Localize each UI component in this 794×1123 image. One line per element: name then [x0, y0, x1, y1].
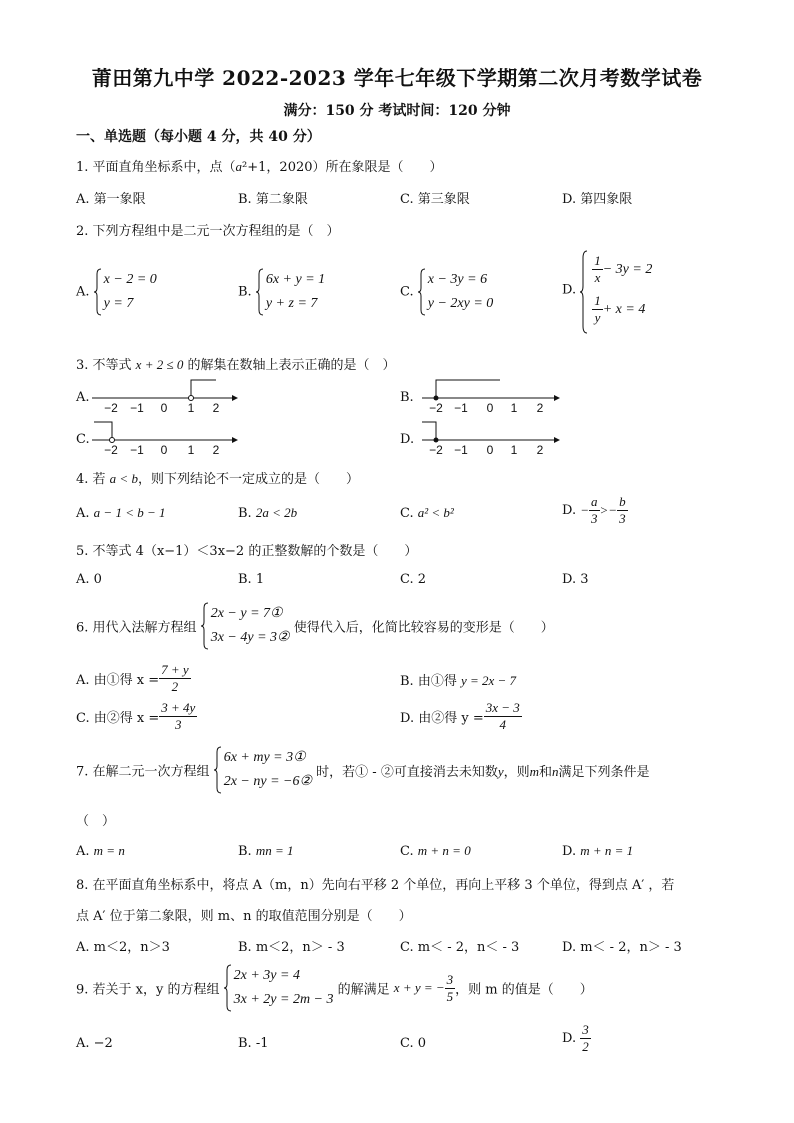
q8-option-b[interactable]: B. m＜2，n＞ - 3	[238, 940, 345, 955]
question-4-stem: 4. 若 a < b，则下列结论不一定成立的是（ ）	[76, 471, 359, 487]
tick-label: −1	[130, 443, 144, 457]
q9-option-a[interactable]: A. −2	[76, 1036, 113, 1051]
equation-system: 6x + my = 3① 2x − ny = −6②	[214, 746, 312, 794]
q5-option-c[interactable]: C. 2	[400, 572, 427, 587]
q8-option-a[interactable]: A. m＜2，n＞3	[76, 940, 170, 955]
equation-system: x − 2 = 0 y = 7	[94, 268, 157, 316]
tick-label: 1	[510, 401, 518, 415]
question-8-stem-line1: 8. 在平面直角坐标系中，将点 A（m，n）先向右平移 2 个单位，再向上平移 3 个单位，得到点 A′ ，若	[76, 878, 675, 893]
q1-option-d[interactable]: D. 第四象限	[562, 192, 633, 207]
tick-label: 0	[160, 401, 168, 415]
exam-subtitle: 满分：150 分 考试时间：120 分钟	[283, 103, 511, 119]
section-heading: 一、单选题（每小题 4 分，共 40 分）	[76, 129, 321, 145]
q6-option-c[interactable]: C. 由②得 x = $\frac{3 + 4y}{3}$	[76, 700, 196, 732]
fraction: $\frac{3 + 4y}{3}$	[161, 700, 196, 732]
equation-system: $\frac{1}{x}$ − 3y = 2 $\frac{1}{y}$ + x = 4	[580, 250, 652, 330]
q2-option-c[interactable]: C. x − 3y = 6 y − 2xy = 0	[400, 268, 493, 316]
q4-option-d[interactable]: D. − $\frac{a}{3}$ >− $\frac{b}{3}$	[562, 494, 626, 526]
q5-option-d[interactable]: D. 3	[562, 572, 589, 587]
tick-label: −2	[429, 443, 443, 457]
q4-option-b[interactable]: B. 2a < 2b	[238, 505, 298, 521]
tick-label: −2	[104, 443, 118, 457]
fraction: $\frac{3}{5}$	[446, 971, 454, 1004]
q8-option-d[interactable]: D. m＜ - 2，n＞ - 3	[562, 940, 682, 955]
question-3-stem: 3. 不等式 x + 2 ≤ 0 的解集在数轴上表示正确的是（ ）	[76, 357, 396, 373]
question-6-stem: 6. 用代入法解方程组 2x − y = 7① 3x − 4y = 3② 使得代入后，化简比较容易的变形是（ ）	[76, 602, 554, 650]
q7-option-b[interactable]: B. mn = 1	[238, 843, 294, 859]
q2-option-d[interactable]: D. $\frac{1}{x}$ − 3y = 2 $\frac{1}{y}$ + x = 4	[562, 250, 652, 330]
fraction: $\frac{b}{3}$	[619, 494, 626, 526]
q7-option-a[interactable]: A. m = n	[76, 843, 125, 859]
number-line-a	[90, 376, 240, 418]
tick-label: 2	[536, 401, 544, 415]
q6-option-a[interactable]: A. 由①得 x = $\frac{7 + y}{2}$	[76, 662, 189, 694]
tick-label: −1	[454, 401, 468, 415]
question-5-stem: 5. 不等式 4（x−1）＜3x−2 的正整数解的个数是（ ）	[76, 544, 418, 559]
equation-system: 2x + 3y = 4 3x + 2y = 2m − 3	[224, 964, 334, 1012]
tick-label: 1	[510, 443, 518, 457]
q9-option-c[interactable]: C. 0	[400, 1036, 427, 1051]
tick-label: −1	[130, 401, 144, 415]
q2-option-b[interactable]: B. 6x + y = 1 y + z = 7	[238, 268, 325, 316]
number-line-d	[420, 418, 570, 460]
tick-label: 2	[212, 401, 220, 415]
number-line-c	[90, 418, 240, 460]
question-7-stem: 7. 在解二元一次方程组 6x + my = 3① 2x − ny = −6② 时，若① ‑ ②可直接消去未知数y，则m和n满足下列条件是	[76, 746, 650, 794]
fraction: $\frac{3}{2}$	[582, 1022, 589, 1054]
tick-label: 0	[486, 401, 494, 415]
q5-option-a[interactable]: A. 0	[76, 572, 102, 587]
tick-label: 2	[212, 443, 220, 457]
q7-option-c[interactable]: C. m + n = 0	[400, 843, 471, 859]
question-2-stem: 2. 下列方程组中是二元一次方程组的是（ ）	[76, 224, 340, 239]
q1-option-a[interactable]: A. 第一象限	[76, 192, 146, 207]
question-8-stem-line2: 点 A′ 位于第二象限，则 m、n 的取值范围分别是（ ）	[76, 909, 412, 924]
q4-option-c[interactable]: C. a² < b²	[400, 505, 454, 521]
q7-option-d[interactable]: D. m + n = 1	[562, 843, 634, 859]
equation-system: 6x + y = 1 y + z = 7	[256, 268, 325, 316]
q1-option-b[interactable]: B. 第二象限	[238, 192, 308, 207]
fraction: $\frac{3x - 3}{4}$	[485, 700, 520, 732]
q1-option-c[interactable]: C. 第三象限	[400, 192, 470, 207]
equation-system: 2x − y = 7① 3x − 4y = 3②	[201, 602, 290, 650]
tick-label: 0	[486, 443, 494, 457]
number-line-b	[420, 376, 570, 418]
equation-system: x − 3y = 6 y − 2xy = 0	[418, 268, 494, 316]
fraction: $\frac{7 + y}{2}$	[161, 662, 189, 694]
tick-label: 0	[160, 443, 168, 457]
tick-label: −1	[454, 443, 468, 457]
question-7-paren: （ ）	[76, 814, 116, 829]
tick-label: 1	[187, 443, 195, 457]
question-9-stem: 9. 若关于 x，y 的方程组 2x + 3y = 4 3x + 2y = 2m − 3 的解满足 x + y = − $\frac{3}{5}$ ，则 m 的值是（ ）	[76, 964, 593, 1012]
q6-option-d[interactable]: D. 由②得 y = $\frac{3x - 3}{4}$	[400, 700, 520, 732]
fraction: $\frac{1}{y}$	[594, 293, 601, 326]
question-1-stem: 1. 平面直角坐标系中，点（a²+1，2020）所在象限是（ ）	[76, 159, 443, 175]
tick-label: 1	[187, 401, 195, 415]
q4-option-a[interactable]: A. a − 1 < b − 1	[76, 505, 166, 521]
q5-option-b[interactable]: B. 1	[238, 572, 265, 587]
q6-option-b[interactable]: B. 由①得 y = 2x − 7	[400, 673, 517, 689]
exam-title: 莆田第九中学 2022-2023 学年七年级下学期第二次月考数学试卷	[91, 66, 703, 90]
q3-label-b[interactable]: B.	[400, 390, 414, 405]
q3-label-a[interactable]: A.	[76, 390, 90, 405]
q8-option-c[interactable]: C. m＜ - 2，n＜ - 3	[400, 940, 520, 955]
tick-label: −2	[104, 401, 118, 415]
q3-label-c[interactable]: C.	[76, 432, 90, 447]
tick-label: 2	[536, 443, 544, 457]
q9-option-b[interactable]: B. -1	[238, 1036, 269, 1051]
tick-label: −2	[429, 401, 443, 415]
fraction: $\frac{a}{3}$	[591, 494, 598, 526]
q3-label-d[interactable]: D.	[400, 432, 415, 447]
fraction: $\frac{1}{x}$	[594, 253, 601, 286]
q9-option-d[interactable]: D. $\frac{3}{2}$	[562, 1022, 589, 1054]
q2-option-a[interactable]: A. x − 2 = 0 y = 7	[76, 268, 157, 316]
